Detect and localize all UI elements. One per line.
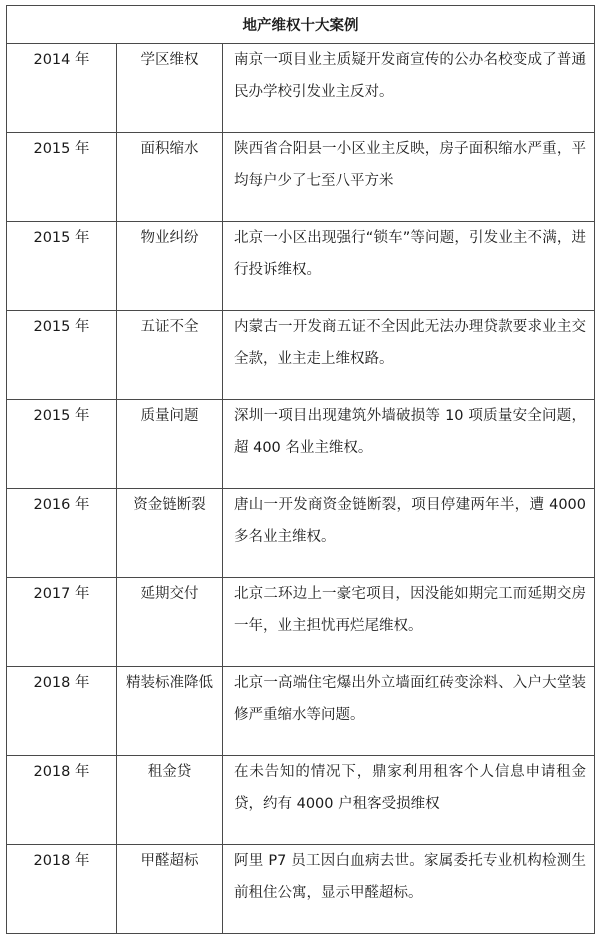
table-row <box>7 667 595 756</box>
description-cell <box>223 845 595 934</box>
description-cell <box>223 133 595 222</box>
description-cell <box>223 756 595 845</box>
description-text: 南京一项目业主质疑开发商宣传的公办名校变成了普通民办学校引发业主反对。 <box>234 52 586 100</box>
cases-table <box>6 5 595 934</box>
year-cell: 2018 年 <box>7 845 117 934</box>
description-text: 内蒙古一开发商五证不全因此无法办理贷款要求业主交全款，业主走上维权路。 <box>234 319 586 367</box>
table-row <box>7 222 595 311</box>
table-title-row <box>7 6 595 44</box>
category-cell: 五证不全 <box>117 311 223 400</box>
description-text: 北京一高端住宅爆出外立墙面红砖变涂料、入户大堂装修严重缩水等问题。 <box>234 675 586 723</box>
table-row <box>7 489 595 578</box>
category-cell: 学区维权 <box>117 44 223 133</box>
year-cell: 2015 年 <box>7 311 117 400</box>
description-text: 北京二环边上一豪宅项目，因没能如期完工而延期交房一年，业主担忧再烂尾维权。 <box>234 586 586 634</box>
description-cell <box>223 578 595 667</box>
description-text: 深圳一项目出现建筑外墙破损等 10 项质量安全问题，超 400 名业主维权。 <box>234 408 586 456</box>
description-text: 陕西省合阳县一小区业主反映，房子面积缩水严重，平均每户少了七至八平方米 <box>234 141 586 189</box>
category-cell: 租金贷 <box>117 756 223 845</box>
year-cell: 2014 年 <box>7 44 117 133</box>
description-text: 北京一小区出现强行“锁车”等问题，引发业主不满，进行投诉维权。 <box>234 230 586 278</box>
description-cell <box>223 667 595 756</box>
table-row <box>7 311 595 400</box>
table-row <box>7 44 595 133</box>
year-cell: 2018 年 <box>7 667 117 756</box>
description-text: 唐山一开发商资金链断裂，项目停建两年半，遭 4000 多名业主维权。 <box>234 497 586 545</box>
table-row <box>7 578 595 667</box>
description-text: 在未告知的情况下，鼎家利用租客个人信息申请租金贷，约有 4000 户租客受损维权 <box>234 764 586 812</box>
table-row <box>7 845 595 934</box>
category-cell: 面积缩水 <box>117 133 223 222</box>
description-cell <box>223 222 595 311</box>
table-row <box>7 133 595 222</box>
year-cell: 2015 年 <box>7 222 117 311</box>
table-body <box>7 44 595 934</box>
table-title: 地产维权十大案例 <box>7 6 595 44</box>
table-row <box>7 400 595 489</box>
category-cell: 资金链断裂 <box>117 489 223 578</box>
year-cell: 2015 年 <box>7 400 117 489</box>
category-cell: 物业纠纷 <box>117 222 223 311</box>
description-cell <box>223 400 595 489</box>
description-text: 阿里 P7 员工因白血病去世。家属委托专业机构检测生前租住公寓，显示甲醛超标。 <box>234 853 586 901</box>
table-row <box>7 756 595 845</box>
year-cell: 2015 年 <box>7 133 117 222</box>
category-cell: 甲醛超标 <box>117 845 223 934</box>
year-cell: 2018 年 <box>7 756 117 845</box>
description-cell <box>223 311 595 400</box>
category-cell: 延期交付 <box>117 578 223 667</box>
year-cell: 2016 年 <box>7 489 117 578</box>
description-cell <box>223 44 595 133</box>
year-cell: 2017 年 <box>7 578 117 667</box>
description-cell <box>223 489 595 578</box>
category-cell: 精装标准降低 <box>117 667 223 756</box>
category-cell: 质量问题 <box>117 400 223 489</box>
